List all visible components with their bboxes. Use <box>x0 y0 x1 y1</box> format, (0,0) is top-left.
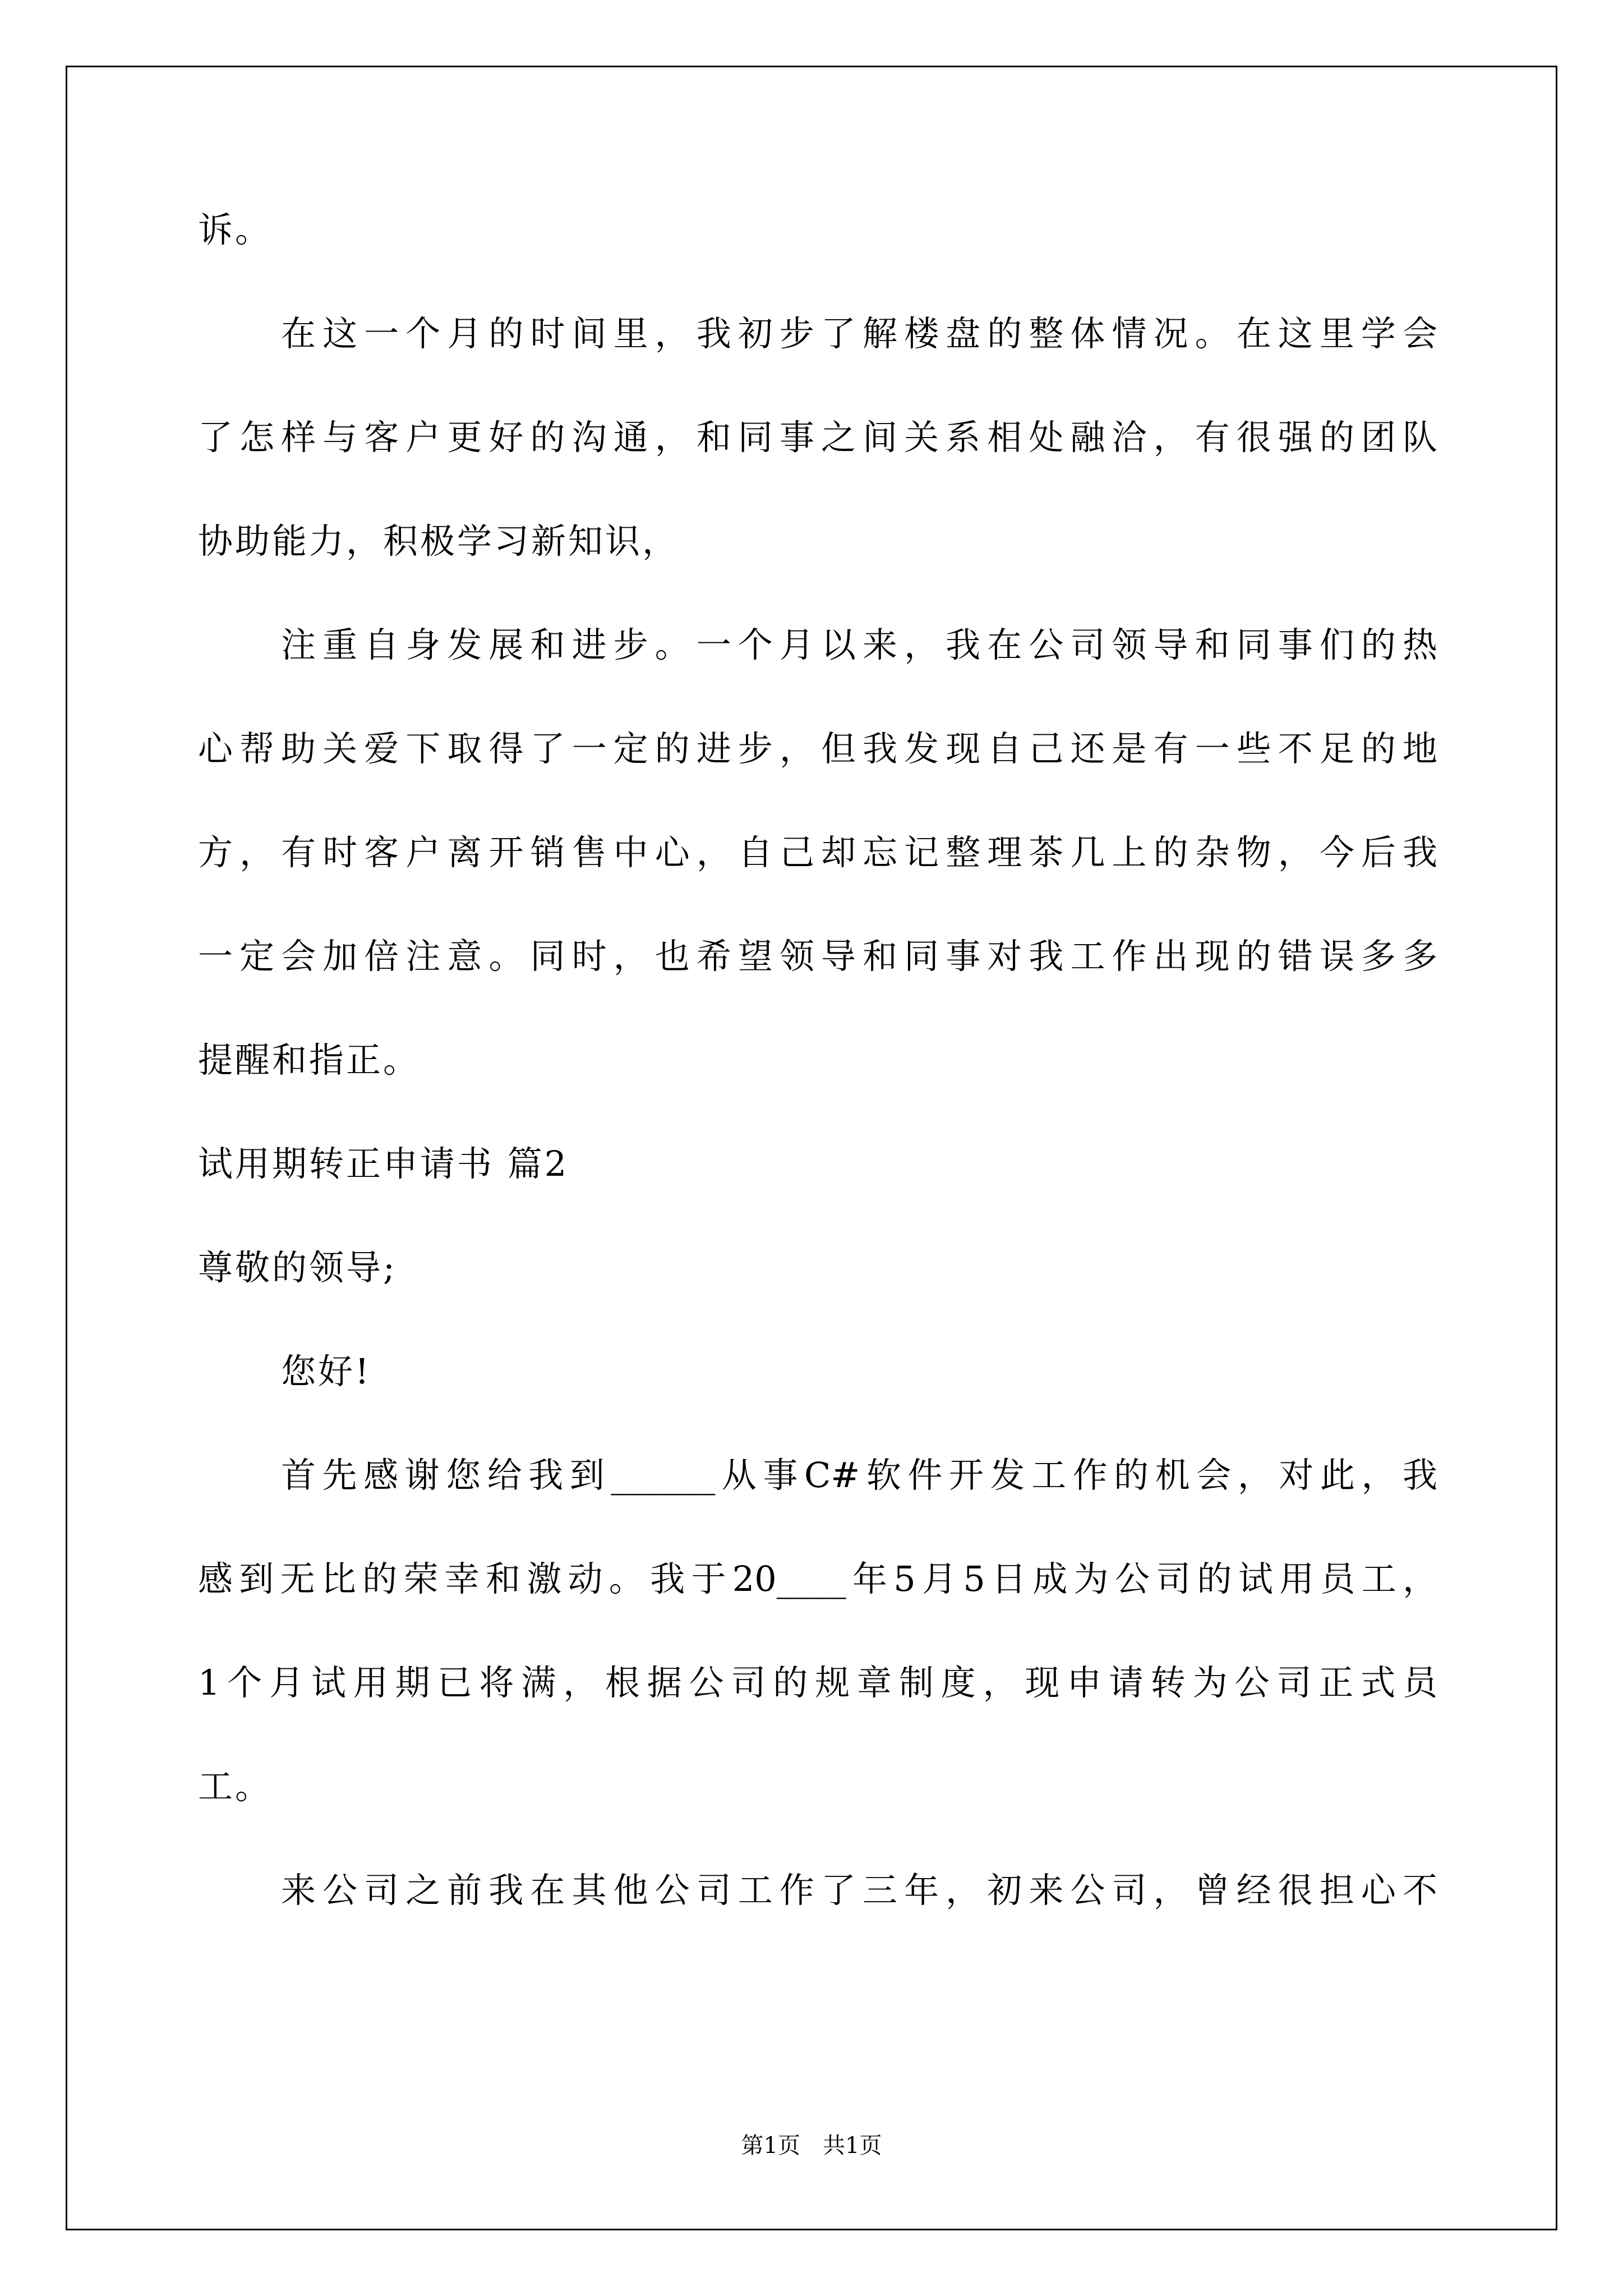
salutation: 尊敬的领导; <box>198 1247 397 1288</box>
section-heading: 试用期转正申请书 篇2 <box>198 1143 569 1184</box>
text-line: 1个月试用期已将满，根据公司的规章制度，现申请转为公司正式员 <box>198 1662 1437 1703</box>
greeting: 您好! <box>281 1351 371 1392</box>
paragraph-line: 在这一个月的时间里，我初步了解楼盘的整体情况。在这里学会 <box>281 313 1437 354</box>
text-line: 工。 <box>198 1766 273 1807</box>
text-line: 方，有时客户离开销售中心，自己却忘记整理茶几上的杂物，今后我 <box>198 832 1437 873</box>
text-line: 提醒和指正。 <box>198 1039 421 1080</box>
text-line: 诉。 <box>198 209 273 250</box>
text-line: 协助能力，积极学习新知识， <box>198 521 680 562</box>
page-footer: 第1页 共1页 <box>741 2133 882 2159</box>
text-line: 了怎样与客户更好的沟通，和同事之间关系相处融洽，有很强的团队 <box>198 417 1437 458</box>
text-line: 感到无比的荣幸和激动。我于20____年5月5日成为公司的试用员工， <box>198 1558 1437 1599</box>
text-line: 心帮助关爱下取得了一定的进步，但我发现自己还是有一些不足的地 <box>198 728 1437 769</box>
paragraph-line: 来公司之前我在其他公司工作了三年，初来公司，曾经很担心不 <box>281 1870 1437 1911</box>
text-line: 一定会加倍注意。同时，也希望领导和同事对我工作出现的错误多多 <box>198 936 1437 977</box>
paragraph-line: 注重自身发展和进步。一个月以来，我在公司领导和同事们的热 <box>281 624 1437 665</box>
paragraph-line: 首先感谢您给我到______从事C#软件开发工作的机会，对此，我 <box>281 1455 1437 1496</box>
